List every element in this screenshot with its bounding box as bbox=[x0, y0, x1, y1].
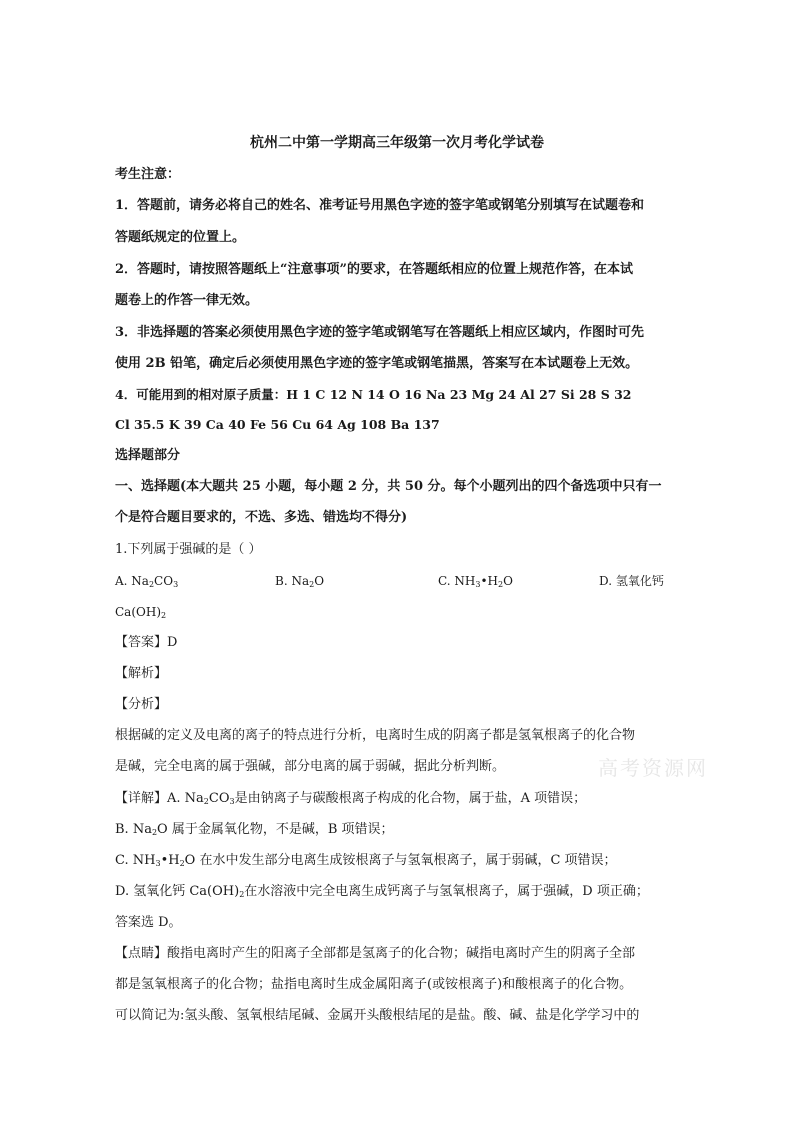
question-stem: 1.下列属于强碱的是（ ） bbox=[115, 542, 262, 557]
notice-line: 1．答题前，请务必将自己的姓名、准考证号用黑色字迹的签字笔或钢笔分别填写在试题卷和 bbox=[115, 198, 645, 213]
detail-line-b: B. $Na_2O$ 属于金属氧化物，不是碱，B 项错误； bbox=[115, 822, 394, 837]
detail-heading: 【详解】 bbox=[115, 791, 168, 806]
section-intro-line: 个是符合题目要求的，不选、多选、错选均不得分) bbox=[115, 510, 408, 525]
notice-line: 使用 2B 铅笔，确定后必须使用黑色字迹的签字笔或钢笔描黑，答案写在本试题卷上无效。 bbox=[115, 356, 639, 371]
notice-line: 2．答题时，请按照答题纸上“注意事项”的要求，在答题纸相应的位置上规范作答，在本试 bbox=[115, 262, 634, 277]
detail-line-d: D. 氢氧化钙 $Ca(OH)_2$在水溶液中完全电离生成钙离子与氢氧根离子，属于强碱，D 项正确； bbox=[115, 884, 649, 899]
notice-atomic-masses-cont: Cl 35.5 K 39 Ca 40 Fe 56 Cu 64 Ag 108 Ba 137 bbox=[115, 417, 440, 432]
answer-label: 【答案】D bbox=[115, 635, 178, 650]
option-a: A. $Na_2CO_3$ bbox=[115, 574, 179, 589]
notice-heading: 考生注意： bbox=[115, 167, 181, 182]
tip-line: 【点睛】酸指电离时产生的阳离子全部都是氢离子的化合物；碱指电离时产生的阴离子全部 bbox=[115, 946, 636, 961]
tip-line: 可以简记为:氢头酸、氢氧根结尾碱、金属开头酸根结尾的是盐。酸、碱、盐是化学学习中的 bbox=[115, 1008, 640, 1023]
fenxi-line: 根据碱的定义及电离的离子的特点进行分析，电离时生成的阴离子都是氢氧根离子的化合物 bbox=[115, 728, 636, 743]
section-intro-line: 一、选择题(本大题共 25 小题，每小题 2 分，共 50 分。每个小题列出的四个备选项中只有一 bbox=[115, 479, 662, 494]
option-b: B. $Na_2O$ bbox=[275, 574, 325, 589]
section-label: 选择题部分 bbox=[115, 448, 181, 463]
notice-line: 3．非选择题的答案必须使用黑色字迹的签字笔或钢笔写在答题纸上相应区域内，作图时可先 bbox=[115, 325, 645, 340]
option-d: D. 氢氧化钙 bbox=[599, 574, 664, 588]
tip-line: 都是氢氧根离子的化合物；盐指电离时生成金属阳离子(或铵根离子)和酸根离子的化合物。 bbox=[115, 977, 633, 992]
conclusion: 答案选 D。 bbox=[115, 915, 182, 930]
option-d-formula: $Ca(OH)_2$ bbox=[115, 605, 167, 620]
notice-line: 题卷上的作答一律无效。 bbox=[115, 293, 259, 308]
detail-line-a: 【详解】A. $Na_2CO_3$是由钠离子与碳酸根离子构成的化合物，属于盐，A 项错误； bbox=[115, 791, 587, 806]
page-title: 杭州二中第一学期高三年级第一次月考化学试卷 bbox=[250, 135, 544, 151]
fenxi-line: 是碱，完全电离的属于强碱，部分电离的属于弱碱，据此分析判断。 bbox=[115, 759, 506, 774]
watermark: 高考资源网 bbox=[598, 756, 708, 780]
detail-line-c: C. $NH_3•H_2O$ 在水中发生部分电离生成铵根离子与氢氧根离子，属于弱碱，C 项错误； bbox=[115, 853, 617, 868]
tip-heading: 【点睛】 bbox=[115, 946, 168, 961]
analysis-heading: 【解析】 bbox=[115, 666, 168, 681]
fenxi-heading: 【分析】 bbox=[115, 697, 168, 712]
option-c: C. $NH_3•H_2O$ bbox=[438, 574, 513, 589]
notice-atomic-masses: 4．可能用到的相对原子质量：H 1 C 12 N 14 O 16 Na 23 Mg 24 Al 27 Si 28 S 32 bbox=[115, 387, 632, 402]
notice-line: 答题纸规定的位置上。 bbox=[115, 230, 246, 245]
